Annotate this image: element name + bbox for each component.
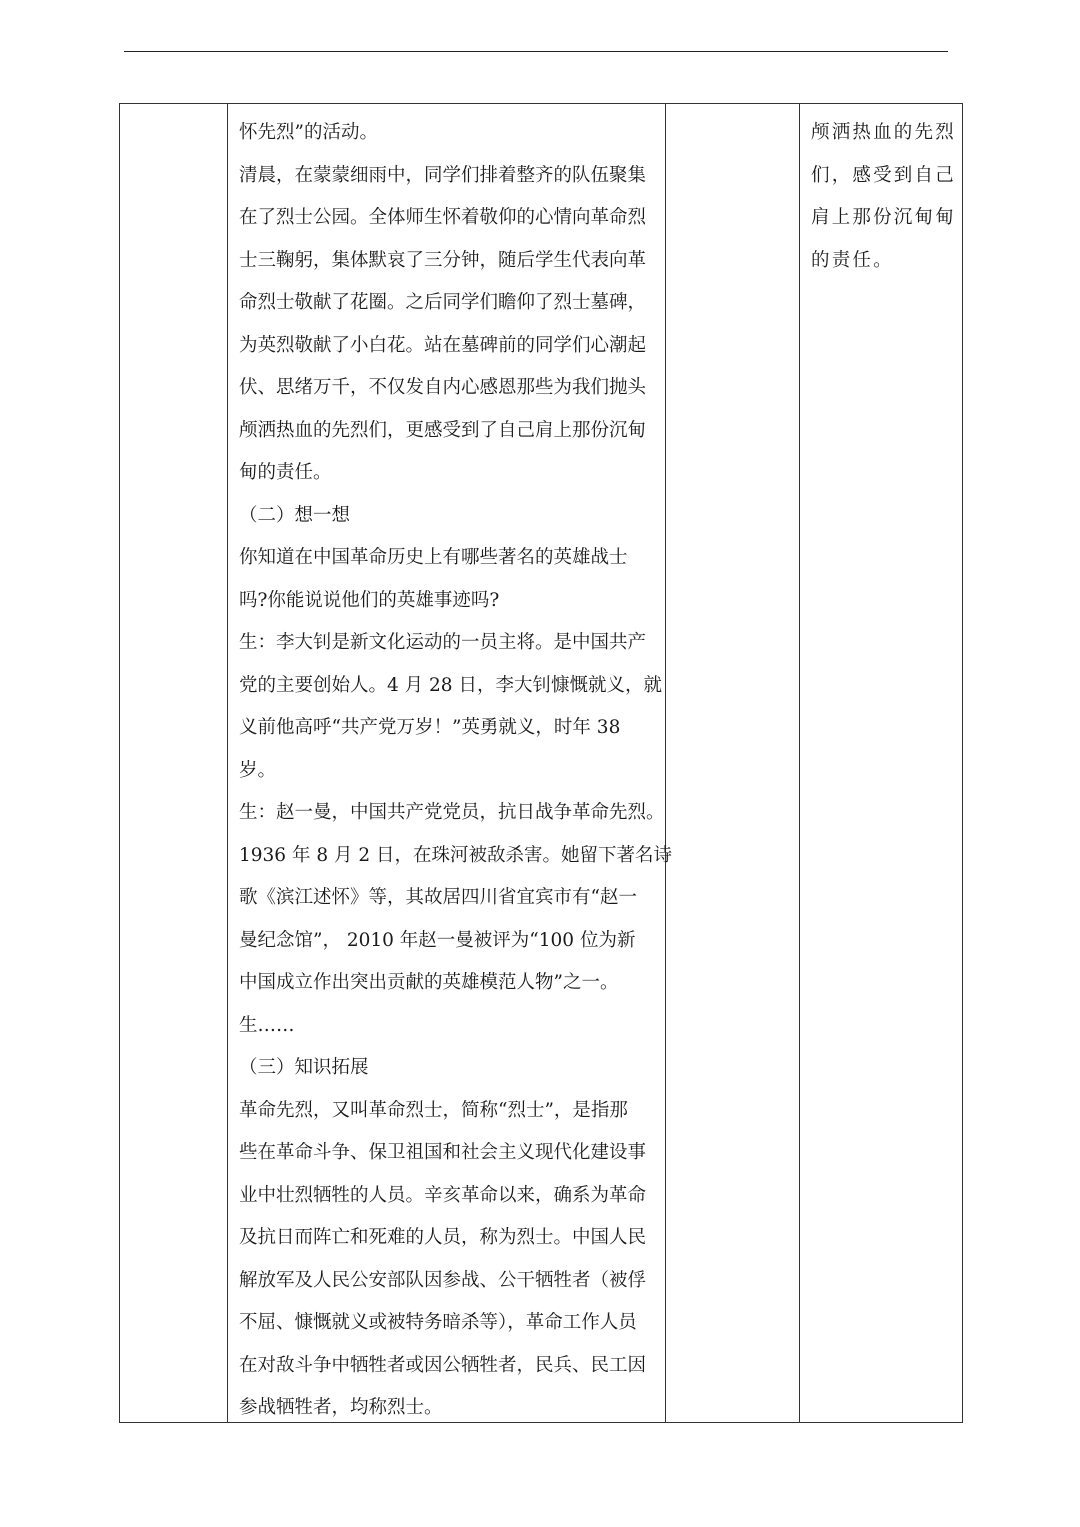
text-line: 颅洒热血的先烈 bbox=[811, 122, 956, 143]
student-activity-cell bbox=[666, 104, 800, 1422]
text-line: 义前他高呼“共产党万岁！”英勇就义，时年 38 bbox=[239, 717, 621, 738]
text-line: 中国成立作出突出贡献的英雄模范人物”之一。 bbox=[239, 972, 619, 993]
text-line: 参战牺牲者，均称烈士。 bbox=[239, 1397, 443, 1418]
stage-cell bbox=[120, 104, 228, 1422]
text-line: 的责任。 bbox=[811, 249, 894, 271]
text-line: 颅洒热血的先烈们，更感受到了自己肩上那份沉甸 bbox=[239, 419, 647, 441]
text-line: 甸的责任。 bbox=[239, 462, 332, 483]
text-line: 及抗日而阵亡和死难的人员，称为烈士。中国人民 bbox=[239, 1227, 647, 1248]
text-line: 些在革命斗争、保卫祖国和社会主义现代化建设事 bbox=[239, 1142, 647, 1163]
text-line: 伏、思绪万千，不仅发自内心感恩那些为我们抛头 bbox=[239, 377, 647, 398]
text-line: 生…… bbox=[239, 1014, 295, 1036]
text-line: 在了烈士公园。全体师生怀着敬仰的心情向革命烈 bbox=[239, 207, 647, 228]
text-line: 清晨，在蒙蒙细雨中，同学们排着整齐的队伍聚集 bbox=[239, 164, 647, 186]
lesson-plan-table bbox=[119, 103, 963, 1423]
text-line: 业中壮烈牺牲的人员。辛亥革命以来，确系为革命 bbox=[239, 1184, 647, 1206]
text-line: 歌《滨江述怀》等，其故居四川省宜宾市有“赵一 bbox=[239, 887, 637, 908]
text-line: 士三鞠躬，集体默哀了三分钟，随后学生代表向革 bbox=[239, 249, 647, 271]
text-line: 曼纪念馆”， 2010 年赵一曼被评为“100 位为新 bbox=[239, 929, 636, 951]
text-line: 你知道在中国革命历史上有哪些著名的英雄战士 bbox=[239, 547, 628, 568]
text-line: 1936 年 8 月 2 日，在珠河被敌杀害。她留下著名诗 bbox=[239, 844, 673, 866]
text-line: 革命先烈，又叫革命烈士，简称“烈士”，是指那 bbox=[239, 1099, 628, 1121]
section-heading: （二）想一想 bbox=[239, 504, 351, 526]
page-header-rule bbox=[124, 51, 948, 52]
text-line: 们，感受到自己 bbox=[811, 164, 956, 186]
text-line: 生：李大钊是新文化运动的一员主将。是中国共产 bbox=[239, 632, 647, 653]
text-line: 岁。 bbox=[239, 759, 277, 781]
text-line: 在对敌斗争中牺牲者或因公牺牲者，民兵、民工因 bbox=[239, 1354, 647, 1376]
text-line: 不屈、慷慨就义或被特务暗杀等），革命工作人员 bbox=[239, 1312, 637, 1333]
text-line: 肩上那份沉甸甸 bbox=[811, 207, 956, 228]
text-line: 生：赵一曼，中国共产党党员，抗日战争革命先烈。 bbox=[239, 802, 665, 823]
text-line: 党的主要创始人。4 月 28 日，李大钊慷慨就义，就 bbox=[239, 674, 662, 696]
section-heading: （三）知识拓展 bbox=[239, 1057, 369, 1078]
text-line: 吗?你能说说他们的英雄事迹吗? bbox=[239, 589, 500, 611]
text-line: 为英烈敬献了小白花。站在墓碑前的同学们心潮起 bbox=[239, 334, 647, 356]
text-line: 命烈士敬献了花圈。之后同学们瞻仰了烈士墓碑， bbox=[239, 292, 647, 313]
design-intent-cell bbox=[800, 104, 962, 1422]
text-line: 怀先烈”的活动。 bbox=[239, 122, 378, 143]
teaching-process-cell bbox=[228, 104, 673, 1422]
text-line: 解放军及人民公安部队因参战、公干牺牲者（被俘 bbox=[239, 1269, 647, 1291]
